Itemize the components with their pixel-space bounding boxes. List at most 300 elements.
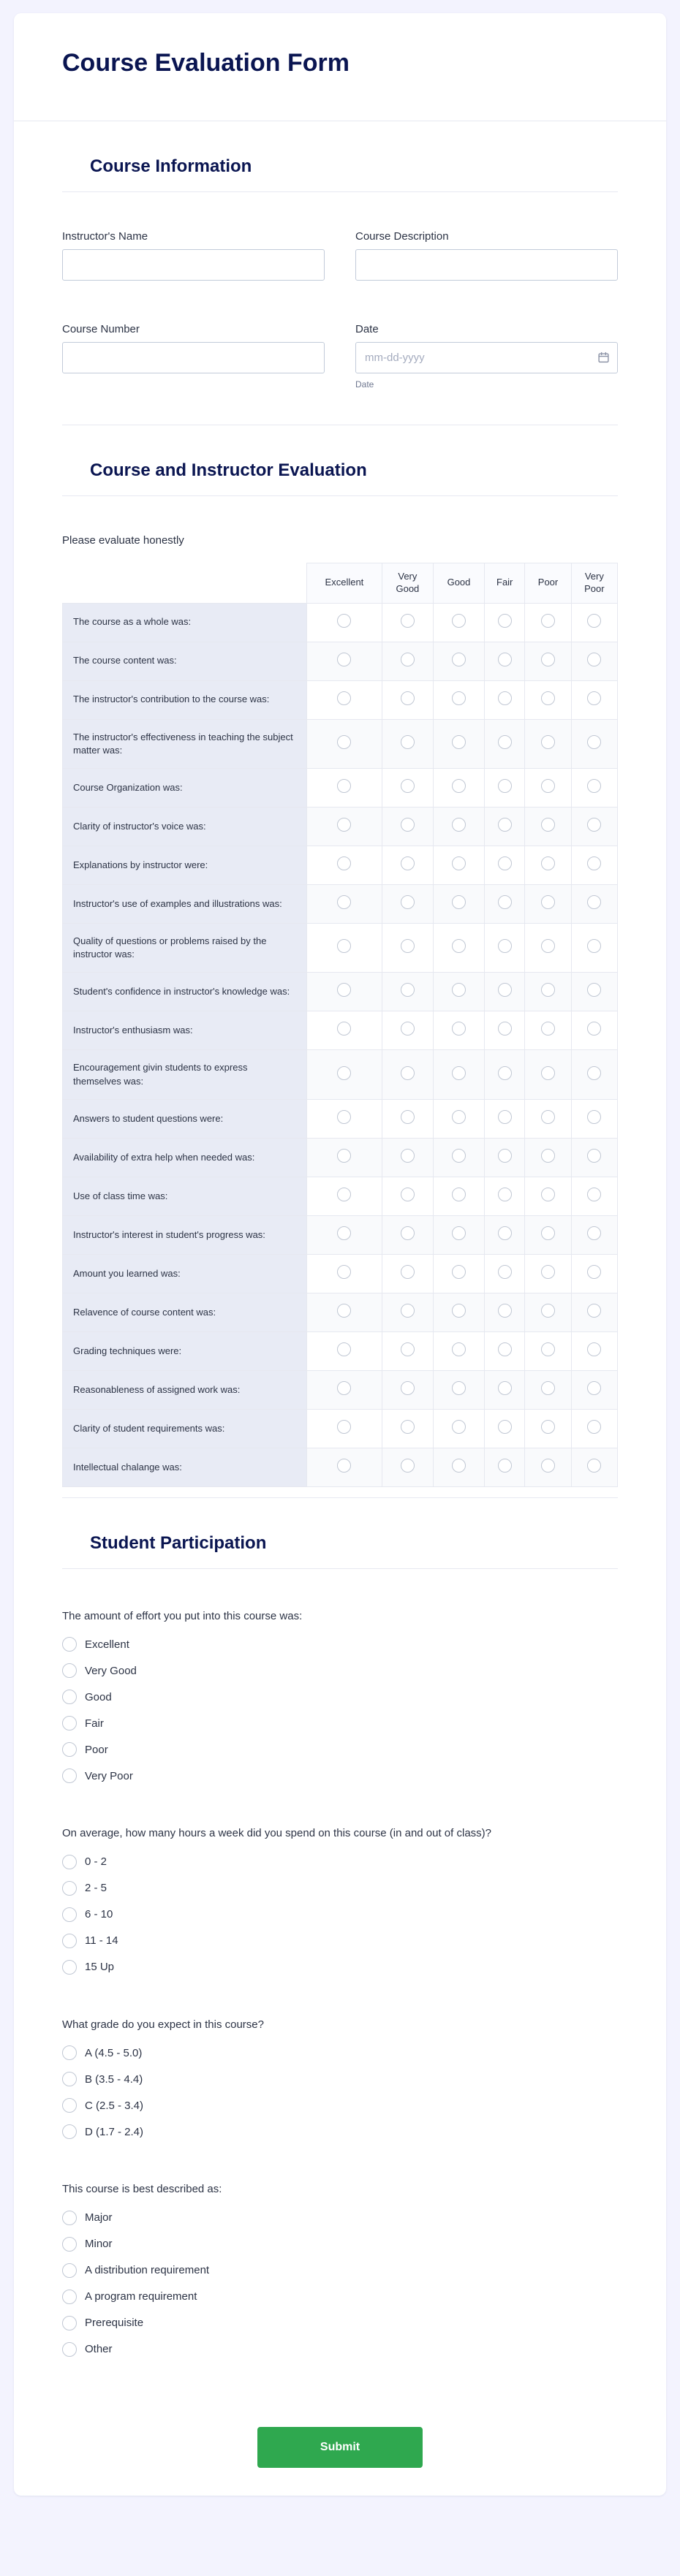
divider <box>62 191 618 192</box>
matrix-radio-button[interactable] <box>498 983 512 997</box>
radio-button[interactable] <box>62 2263 77 2278</box>
matrix-cell <box>485 1254 525 1293</box>
matrix-radio-button[interactable] <box>498 1459 512 1473</box>
radio-option[interactable] <box>62 2098 618 2113</box>
matrix-cell <box>571 1138 617 1177</box>
matrix-radio-button[interactable] <box>401 1265 415 1279</box>
matrix-radio-button[interactable] <box>452 1420 466 1434</box>
matrix-radio-button[interactable] <box>401 818 415 832</box>
matrix-radio-button[interactable] <box>498 1226 512 1240</box>
matrix-radio-button[interactable] <box>337 1381 351 1395</box>
matrix-cell <box>433 1099 484 1138</box>
matrix-row <box>63 680 618 719</box>
matrix-radio-button[interactable] <box>587 983 601 997</box>
matrix-row <box>63 1448 618 1486</box>
matrix-radio-button[interactable] <box>541 653 555 666</box>
matrix-radio-button[interactable] <box>498 691 512 705</box>
matrix-cell <box>571 884 617 923</box>
question-block <box>62 2017 618 2140</box>
matrix-radio-button[interactable] <box>587 779 601 793</box>
matrix-row-label: The instructor's effectiveness in teaching the subject matter was: <box>63 719 307 768</box>
matrix-radio-button[interactable] <box>541 1265 555 1279</box>
radio-option-label: Very Poor <box>85 1769 133 1782</box>
instructor-name-field <box>62 230 325 281</box>
matrix-cell <box>433 884 484 923</box>
matrix-radio-button[interactable] <box>498 1149 512 1163</box>
submit-button[interactable]: Submit <box>257 2427 423 2468</box>
matrix-radio-button[interactable] <box>587 1420 601 1434</box>
matrix-radio-button[interactable] <box>541 1420 555 1434</box>
radio-button[interactable] <box>62 1960 77 1975</box>
matrix-radio-button[interactable] <box>541 1381 555 1395</box>
matrix-radio-button[interactable] <box>541 735 555 749</box>
matrix-cell <box>525 1099 571 1138</box>
matrix-row-label: Clarity of instructor's voice was: <box>63 807 307 846</box>
matrix-radio-button[interactable] <box>541 939 555 953</box>
calendar-icon[interactable] <box>597 352 610 364</box>
matrix-radio-button[interactable] <box>587 1188 601 1201</box>
matrix-row <box>63 1177 618 1215</box>
matrix-radio-button[interactable] <box>337 818 351 832</box>
matrix-radio-button[interactable] <box>337 779 351 793</box>
matrix-radio-button[interactable] <box>498 779 512 793</box>
matrix-radio-button[interactable] <box>337 1459 351 1473</box>
radio-option-label: A distribution requirement <box>85 2264 210 2277</box>
matrix-cell <box>433 807 484 846</box>
matrix-radio-button[interactable] <box>587 1066 601 1080</box>
matrix-cell <box>382 1254 433 1293</box>
matrix-cell <box>382 768 433 807</box>
matrix-row <box>63 1293 618 1331</box>
matrix-radio-button[interactable] <box>587 1342 601 1356</box>
matrix-cell <box>571 768 617 807</box>
matrix-radio-button[interactable] <box>337 1066 351 1080</box>
matrix-cell <box>307 680 382 719</box>
matrix-radio-button[interactable] <box>587 1459 601 1473</box>
radio-button[interactable] <box>62 2124 77 2139</box>
matrix-cell <box>485 768 525 807</box>
matrix-row-label: Use of class time was: <box>63 1177 307 1215</box>
matrix-radio-button[interactable] <box>401 1459 415 1473</box>
matrix-cell <box>571 1331 617 1370</box>
matrix-cell <box>485 923 525 972</box>
matrix-radio-button[interactable] <box>587 895 601 909</box>
matrix-radio-button[interactable] <box>401 779 415 793</box>
matrix-radio-button[interactable] <box>498 856 512 870</box>
matrix-radio-button[interactable] <box>587 1265 601 1279</box>
radio-option-label: Excellent <box>85 1638 129 1651</box>
radio-button[interactable] <box>62 2316 77 2330</box>
matrix-radio-button[interactable] <box>401 1342 415 1356</box>
matrix-cell <box>485 1293 525 1331</box>
matrix-cell <box>571 1370 617 1409</box>
matrix-radio-button[interactable] <box>401 614 415 628</box>
section-heading-course-information: Course Information <box>90 156 252 176</box>
radio-option-label: B (3.5 - 4.4) <box>85 2072 143 2086</box>
matrix-prompt: Please evaluate honestly <box>62 533 184 547</box>
matrix-cell <box>433 973 484 1011</box>
question-block <box>62 1608 618 1784</box>
course-number-input[interactable] <box>62 342 325 373</box>
radio-option-label: D (1.7 - 2.4) <box>85 2125 144 2138</box>
matrix-cell <box>382 719 433 768</box>
matrix-radio-button[interactable] <box>452 779 466 793</box>
matrix-cell <box>571 642 617 680</box>
matrix-cell <box>433 1331 484 1370</box>
radio-option-label: A program requirement <box>85 2290 197 2303</box>
matrix-radio-button[interactable] <box>541 1188 555 1201</box>
matrix-radio-button[interactable] <box>401 735 415 749</box>
radio-option[interactable] <box>62 1690 618 1704</box>
matrix-row <box>63 1099 618 1138</box>
matrix-radio-button[interactable] <box>337 939 351 953</box>
matrix-radio-button[interactable] <box>401 653 415 666</box>
radio-button[interactable] <box>62 1907 77 1922</box>
matrix-radio-button[interactable] <box>401 1304 415 1318</box>
matrix-radio-button[interactable] <box>452 856 466 870</box>
matrix-row <box>63 1050 618 1099</box>
radio-option[interactable] <box>62 1742 618 1757</box>
matrix-radio-button[interactable] <box>337 1188 351 1201</box>
matrix-row-label: Explanations by instructor were: <box>63 846 307 884</box>
course-description-field <box>355 230 618 281</box>
date-sublabel: Date <box>355 379 374 390</box>
matrix-radio-button[interactable] <box>401 1022 415 1036</box>
matrix-row-label: Clarity of student requirements was: <box>63 1409 307 1448</box>
matrix-radio-button[interactable] <box>541 1226 555 1240</box>
radio-button[interactable] <box>62 1768 77 1783</box>
matrix-cell <box>433 846 484 884</box>
matrix-radio-button[interactable] <box>541 1342 555 1356</box>
matrix-radio-button[interactable] <box>587 1226 601 1240</box>
matrix-radio-button[interactable] <box>401 895 415 909</box>
matrix-cell <box>525 1050 571 1099</box>
matrix-radio-button[interactable] <box>541 779 555 793</box>
radio-option[interactable] <box>62 1637 618 1652</box>
radio-button[interactable] <box>62 2237 77 2252</box>
radio-button[interactable] <box>62 2290 77 2304</box>
radio-option[interactable] <box>62 2316 618 2330</box>
matrix-radio-button[interactable] <box>541 614 555 628</box>
matrix-radio-button[interactable] <box>452 735 466 749</box>
radio-option[interactable] <box>62 2237 618 2252</box>
matrix-column-header: Good <box>433 563 484 603</box>
matrix-row <box>63 768 618 807</box>
matrix-radio-button[interactable] <box>452 1304 466 1318</box>
matrix-radio-button[interactable] <box>498 939 512 953</box>
matrix-radio-button[interactable] <box>452 1459 466 1473</box>
matrix-radio-button[interactable] <box>452 614 466 628</box>
matrix-cell <box>307 642 382 680</box>
matrix-radio-button[interactable] <box>337 895 351 909</box>
matrix-radio-button[interactable] <box>452 691 466 705</box>
matrix-radio-button[interactable] <box>452 1226 466 1240</box>
matrix-radio-button[interactable] <box>587 1149 601 1163</box>
form-header <box>14 13 666 121</box>
radio-button[interactable] <box>62 1663 77 1678</box>
matrix-cell <box>571 1099 617 1138</box>
matrix-row <box>63 603 618 642</box>
matrix-row-label: Availability of extra help when needed was: <box>63 1138 307 1177</box>
radio-option[interactable] <box>62 1907 618 1922</box>
matrix-radio-button[interactable] <box>541 1022 555 1036</box>
matrix-radio-button[interactable] <box>587 856 601 870</box>
matrix-radio-button[interactable] <box>337 735 351 749</box>
matrix-cell <box>525 1177 571 1215</box>
matrix-row-label: Reasonableness of assigned work was: <box>63 1370 307 1409</box>
matrix-cell <box>485 1177 525 1215</box>
matrix-radio-button[interactable] <box>541 818 555 832</box>
matrix-radio-button[interactable] <box>498 653 512 666</box>
matrix-cell <box>571 719 617 768</box>
matrix-radio-button[interactable] <box>337 691 351 705</box>
matrix-cell <box>433 719 484 768</box>
radio-option[interactable] <box>62 1716 618 1730</box>
matrix-radio-button[interactable] <box>337 1149 351 1163</box>
matrix-cell <box>307 1370 382 1409</box>
matrix-cell <box>525 884 571 923</box>
radio-option-label: 6 - 10 <box>85 1908 113 1921</box>
matrix-cell <box>433 1293 484 1331</box>
radio-button[interactable] <box>62 1690 77 1704</box>
date-field <box>355 323 618 390</box>
radio-button[interactable] <box>62 1855 77 1869</box>
matrix-cell <box>382 1293 433 1331</box>
matrix-radio-button[interactable] <box>452 939 466 953</box>
matrix-radio-button[interactable] <box>587 691 601 705</box>
matrix-body <box>63 603 618 1486</box>
radio-option[interactable] <box>62 2045 618 2060</box>
radio-option[interactable] <box>62 1960 618 1975</box>
matrix-radio-button[interactable] <box>337 1420 351 1434</box>
matrix-cell <box>382 1370 433 1409</box>
matrix-radio-button[interactable] <box>587 735 601 749</box>
matrix-radio-button[interactable] <box>498 1342 512 1356</box>
matrix-cell <box>382 846 433 884</box>
matrix-radio-button[interactable] <box>498 1381 512 1395</box>
radio-option[interactable] <box>62 2342 618 2357</box>
matrix-cell <box>382 807 433 846</box>
matrix-cell <box>307 1177 382 1215</box>
matrix-radio-button[interactable] <box>587 818 601 832</box>
matrix-radio-button[interactable] <box>498 1188 512 1201</box>
matrix-radio-button[interactable] <box>498 818 512 832</box>
matrix-cell <box>525 1370 571 1409</box>
matrix-radio-button[interactable] <box>337 983 351 997</box>
matrix-cell <box>525 1331 571 1370</box>
matrix-radio-button[interactable] <box>337 856 351 870</box>
matrix-row-label: Quality of questions or problems raised by the instructor was: <box>63 923 307 972</box>
radio-button[interactable] <box>62 1742 77 1757</box>
matrix-radio-button[interactable] <box>541 1066 555 1080</box>
matrix-cell <box>485 1448 525 1486</box>
course-description-label: Course Description <box>355 229 449 243</box>
matrix-row-label: Instructor's use of examples and illustrations was: <box>63 884 307 923</box>
radio-button[interactable] <box>62 2072 77 2086</box>
matrix-radio-button[interactable] <box>401 1226 415 1240</box>
matrix-radio-button[interactable] <box>587 653 601 666</box>
matrix-row <box>63 923 618 972</box>
matrix-radio-button[interactable] <box>541 1304 555 1318</box>
radio-option[interactable] <box>62 2124 618 2139</box>
radio-option[interactable] <box>62 1934 618 1948</box>
matrix-column-header: Very Poor <box>571 563 617 603</box>
matrix-cell <box>307 884 382 923</box>
matrix-radio-button[interactable] <box>337 614 351 628</box>
matrix-cell <box>571 1409 617 1448</box>
radio-button[interactable] <box>62 2211 77 2225</box>
matrix-radio-button[interactable] <box>401 1381 415 1395</box>
matrix-radio-button[interactable] <box>337 653 351 666</box>
matrix-radio-button[interactable] <box>498 1066 512 1080</box>
radio-option[interactable] <box>62 2290 618 2304</box>
matrix-radio-button[interactable] <box>541 983 555 997</box>
radio-button[interactable] <box>62 1716 77 1730</box>
radio-button[interactable] <box>62 1934 77 1948</box>
course-description-input[interactable] <box>355 249 618 281</box>
matrix-radio-button[interactable] <box>452 1342 466 1356</box>
matrix-radio-button[interactable] <box>587 614 601 628</box>
matrix-radio-button[interactable] <box>452 1188 466 1201</box>
matrix-cell <box>382 1177 433 1215</box>
date-input[interactable] <box>355 342 618 373</box>
matrix-cell <box>525 923 571 972</box>
matrix-radio-button[interactable] <box>337 1265 351 1279</box>
matrix-radio-button[interactable] <box>401 1149 415 1163</box>
matrix-radio-button[interactable] <box>541 895 555 909</box>
matrix-cell <box>571 1215 617 1254</box>
radio-button[interactable] <box>62 2098 77 2113</box>
matrix-radio-button[interactable] <box>401 939 415 953</box>
matrix-radio-button[interactable] <box>401 1110 415 1124</box>
matrix-cell <box>433 642 484 680</box>
matrix-cell <box>307 719 382 768</box>
matrix-radio-button[interactable] <box>452 1265 466 1279</box>
radio-option[interactable] <box>62 2263 618 2278</box>
matrix-radio-button[interactable] <box>337 1342 351 1356</box>
matrix-radio-button[interactable] <box>452 1149 466 1163</box>
matrix-row <box>63 973 618 1011</box>
matrix-radio-button[interactable] <box>498 1265 512 1279</box>
matrix-radio-button[interactable] <box>587 1381 601 1395</box>
matrix-radio-button[interactable] <box>337 1022 351 1036</box>
radio-option[interactable] <box>62 2211 618 2225</box>
matrix-cell <box>525 603 571 642</box>
matrix-radio-button[interactable] <box>498 1022 512 1036</box>
matrix-radio-button[interactable] <box>498 1304 512 1318</box>
matrix-cell <box>525 680 571 719</box>
matrix-radio-button[interactable] <box>452 983 466 997</box>
radio-option[interactable] <box>62 1768 618 1783</box>
radio-button[interactable] <box>62 2342 77 2357</box>
radio-option[interactable] <box>62 1663 618 1678</box>
radio-button[interactable] <box>62 2045 77 2060</box>
matrix-radio-button[interactable] <box>401 1066 415 1080</box>
matrix-cell <box>525 1011 571 1050</box>
radio-option-label: 0 - 2 <box>85 1855 107 1869</box>
matrix-radio-button[interactable] <box>541 1110 555 1124</box>
matrix-radio-button[interactable] <box>452 895 466 909</box>
matrix-cell <box>307 1099 382 1138</box>
radio-option-label: 15 Up <box>85 1961 115 1974</box>
matrix-cell <box>485 642 525 680</box>
radio-button[interactable] <box>62 1637 77 1652</box>
matrix-cell <box>382 1409 433 1448</box>
matrix-radio-button[interactable] <box>401 691 415 705</box>
radio-button[interactable] <box>62 1881 77 1896</box>
matrix-radio-button[interactable] <box>452 1110 466 1124</box>
matrix-cell <box>307 768 382 807</box>
matrix-radio-button[interactable] <box>541 856 555 870</box>
matrix-cell <box>525 1254 571 1293</box>
matrix-radio-button[interactable] <box>498 614 512 628</box>
matrix-radio-button[interactable] <box>498 1420 512 1434</box>
matrix-radio-button[interactable] <box>541 1149 555 1163</box>
radio-option-label: Major <box>85 2211 113 2224</box>
matrix-column-header: Fair <box>485 563 525 603</box>
matrix-radio-button[interactable] <box>498 735 512 749</box>
radio-option[interactable] <box>62 1881 618 1896</box>
radio-option[interactable] <box>62 1855 618 1869</box>
matrix-radio-button[interactable] <box>498 895 512 909</box>
matrix-radio-button[interactable] <box>401 1188 415 1201</box>
matrix-radio-button[interactable] <box>452 1022 466 1036</box>
matrix-cell <box>307 1331 382 1370</box>
matrix-cell <box>382 1011 433 1050</box>
matrix-column-header: Poor <box>525 563 571 603</box>
instructor-name-label: Instructor's Name <box>62 229 148 243</box>
matrix-cell <box>307 1050 382 1099</box>
matrix-radio-button[interactable] <box>587 1110 601 1124</box>
question-label: This course is best described as: <box>62 2183 222 2196</box>
matrix-cell <box>433 603 484 642</box>
question-label: On average, how many hours a week did you spend on this course (in and out of class)? <box>62 1827 491 1840</box>
matrix-radio-button[interactable] <box>541 1459 555 1473</box>
matrix-radio-button[interactable] <box>337 1226 351 1240</box>
matrix-radio-button[interactable] <box>587 1022 601 1036</box>
matrix-cell <box>571 1050 617 1099</box>
matrix-cell <box>571 1011 617 1050</box>
matrix-radio-button[interactable] <box>401 1420 415 1434</box>
form-card <box>14 13 666 2496</box>
matrix-cell <box>485 680 525 719</box>
matrix-radio-button[interactable] <box>587 1304 601 1318</box>
matrix-radio-button[interactable] <box>452 818 466 832</box>
matrix-radio-button[interactable] <box>401 856 415 870</box>
radio-option[interactable] <box>62 2072 618 2086</box>
matrix-radio-button[interactable] <box>541 691 555 705</box>
matrix-radio-button[interactable] <box>337 1304 351 1318</box>
matrix-radio-button[interactable] <box>337 1110 351 1124</box>
matrix-cell <box>571 846 617 884</box>
matrix-cell <box>307 973 382 1011</box>
matrix-radio-button[interactable] <box>452 653 466 666</box>
matrix-row <box>63 807 618 846</box>
matrix-cell <box>485 719 525 768</box>
matrix-radio-button[interactable] <box>452 1066 466 1080</box>
matrix-radio-button[interactable] <box>401 983 415 997</box>
matrix-cell <box>433 1215 484 1254</box>
matrix-cell <box>525 1409 571 1448</box>
matrix-radio-button[interactable] <box>587 939 601 953</box>
matrix-cell <box>485 1099 525 1138</box>
matrix-radio-button[interactable] <box>452 1381 466 1395</box>
radio-option-label: Minor <box>85 2238 113 2251</box>
instructor-name-input[interactable] <box>62 249 325 281</box>
participation-questions <box>14 1608 666 2357</box>
question-label: The amount of effort you put into this course was: <box>62 1609 303 1622</box>
matrix-radio-button[interactable] <box>498 1110 512 1124</box>
